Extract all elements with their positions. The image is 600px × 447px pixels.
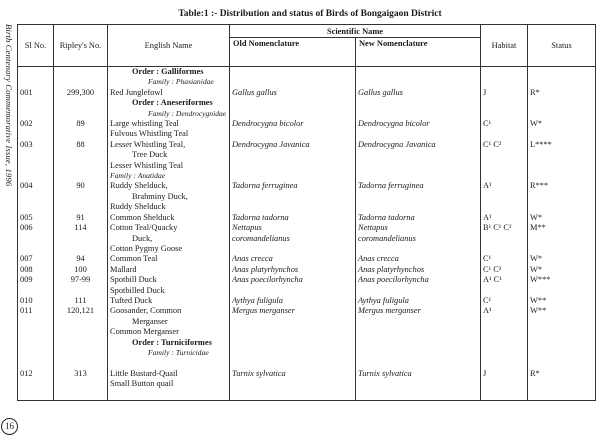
cell-new-nomenclature: [356, 77, 481, 87]
cell-ripley: [54, 77, 108, 87]
cell-habitat: A¹ C¹: [481, 275, 528, 285]
cell-english-name: Family : Anatidae: [108, 171, 230, 181]
cell-english-name: Cotton Pygmy Goose: [108, 244, 230, 254]
cell-old-nomenclature: [230, 390, 356, 401]
birds-table: [17, 24, 596, 401]
cell-ripley: 111: [54, 296, 108, 306]
table-row: [18, 244, 596, 254]
cell-english-name: Merganser: [108, 317, 230, 327]
cell-english-name: Lesser Whistling Teal,: [108, 140, 230, 150]
table-row: [18, 150, 596, 160]
side-caption: [2, 4, 14, 414]
cell-status: [528, 77, 596, 87]
cell-english-name: Goosander, Common: [108, 306, 230, 316]
cell-old-nomenclature: [230, 348, 356, 358]
cell-ripley: 299,300: [54, 88, 108, 98]
cell-new-nomenclature: [356, 192, 481, 202]
cell-sl: 006: [18, 223, 54, 233]
table-row: [18, 369, 596, 379]
cell-english-name: Fulvous Whistling Teal: [108, 129, 230, 139]
cell-ripley: [54, 192, 108, 202]
cell-english-name: Cotton Teal/Quacky: [108, 223, 230, 233]
cell-english-name: Tree Duck: [108, 150, 230, 160]
cell-ripley: 89: [54, 119, 108, 129]
cell-habitat: A¹: [481, 306, 528, 316]
page-number: 16: [1, 418, 18, 435]
cell-status: [528, 150, 596, 160]
cell-ripley: [54, 171, 108, 181]
cell-english-name: Little Bustard-Quail: [108, 369, 230, 379]
header-sl: Sl No.: [18, 25, 54, 67]
cell-english-name: [108, 358, 230, 368]
cell-new-nomenclature: [356, 171, 481, 181]
cell-sl: [18, 234, 54, 244]
cell-english-name: Red Junglefowl: [108, 88, 230, 98]
cell-sl: [18, 202, 54, 212]
cell-status: [528, 348, 596, 358]
cell-habitat: B¹ C¹ C²: [481, 223, 528, 233]
cell-habitat: [481, 192, 528, 202]
cell-ripley: 114: [54, 223, 108, 233]
cell-status: [528, 338, 596, 348]
cell-sl: [18, 390, 54, 401]
cell-old-nomenclature: coromandelianus: [230, 234, 356, 244]
cell-sl: 012: [18, 369, 54, 379]
cell-old-nomenclature: [230, 109, 356, 119]
cell-new-nomenclature: [356, 67, 481, 78]
cell-habitat: C¹ C²: [481, 265, 528, 275]
cell-new-nomenclature: [356, 129, 481, 139]
table-row: [18, 348, 596, 358]
cell-new-nomenclature: coromandelianus: [356, 234, 481, 244]
cell-habitat: [481, 327, 528, 337]
cell-status: [528, 98, 596, 108]
cell-habitat: [481, 234, 528, 244]
cell-habitat: [481, 202, 528, 212]
cell-old-nomenclature: [230, 286, 356, 296]
cell-new-nomenclature: Anas poecilorhyncha: [356, 275, 481, 285]
cell-english-name: Common Merganser: [108, 327, 230, 337]
cell-english-name: [108, 390, 230, 401]
cell-status: [528, 358, 596, 368]
cell-new-nomenclature: Anas crecca: [356, 254, 481, 264]
table-row: [18, 109, 596, 119]
cell-habitat: [481, 150, 528, 160]
cell-sl: [18, 67, 54, 78]
cell-habitat: A¹: [481, 181, 528, 191]
cell-english-name: Ruddy Shelduck,: [108, 181, 230, 191]
cell-old-nomenclature: [230, 98, 356, 108]
table-row: [18, 286, 596, 296]
cell-new-nomenclature: Dendrocygna bicolor: [356, 119, 481, 129]
cell-new-nomenclature: Tadorna ferruginea: [356, 181, 481, 191]
cell-ripley: 90: [54, 181, 108, 191]
table-row: [18, 390, 596, 401]
cell-status: W*: [528, 265, 596, 275]
cell-old-nomenclature: Anas poecilorhyncha: [230, 275, 356, 285]
table-row: [18, 88, 596, 98]
cell-habitat: C¹: [481, 254, 528, 264]
cell-new-nomenclature: Mergus merganser: [356, 306, 481, 316]
cell-english-name: Small Button quail: [108, 379, 230, 389]
header-ripley: Ripley's No.: [54, 25, 108, 67]
cell-status: [528, 192, 596, 202]
cell-old-nomenclature: Anas platyrhynchos: [230, 265, 356, 275]
cell-english-name: Mallard: [108, 265, 230, 275]
cell-old-nomenclature: Mergus merganser: [230, 306, 356, 316]
cell-ripley: [54, 129, 108, 139]
cell-sl: [18, 358, 54, 368]
cell-sl: 010: [18, 296, 54, 306]
cell-habitat: [481, 379, 528, 389]
table-row: [18, 98, 596, 108]
cell-status: [528, 317, 596, 327]
cell-ripley: [54, 327, 108, 337]
cell-status: [528, 129, 596, 139]
cell-ripley: 88: [54, 140, 108, 150]
cell-english-name: Brahminy Duck,: [108, 192, 230, 202]
cell-sl: [18, 150, 54, 160]
cell-old-nomenclature: Tadorna tadorna: [230, 213, 356, 223]
cell-habitat: [481, 77, 528, 87]
cell-ripley: [54, 244, 108, 254]
cell-new-nomenclature: [356, 327, 481, 337]
cell-old-nomenclature: Dendrocygna Javanica: [230, 140, 356, 150]
cell-sl: [18, 109, 54, 119]
cell-ripley: [54, 161, 108, 171]
table-row: [18, 379, 596, 389]
cell-sl: [18, 327, 54, 337]
table-row: [18, 306, 596, 316]
cell-old-nomenclature: [230, 192, 356, 202]
cell-sl: 005: [18, 213, 54, 223]
table-row: [18, 338, 596, 348]
cell-sl: [18, 98, 54, 108]
cell-status: [528, 234, 596, 244]
cell-english-name: Order : Aneseriformes: [108, 98, 230, 108]
cell-habitat: [481, 358, 528, 368]
cell-sl: [18, 192, 54, 202]
cell-new-nomenclature: Dendrocygna Javanica: [356, 140, 481, 150]
cell-sl: 004: [18, 181, 54, 191]
table-row: [18, 327, 596, 337]
cell-status: W**: [528, 296, 596, 306]
cell-status: [528, 109, 596, 119]
cell-new-nomenclature: [356, 244, 481, 254]
table-row: [18, 254, 596, 264]
cell-new-nomenclature: [356, 390, 481, 401]
cell-new-nomenclature: [356, 202, 481, 212]
cell-old-nomenclature: [230, 317, 356, 327]
table-row: [18, 129, 596, 139]
cell-status: [528, 390, 596, 401]
cell-status: W*: [528, 213, 596, 223]
cell-habitat: [481, 98, 528, 108]
cell-new-nomenclature: Nettapus: [356, 223, 481, 233]
table-row: [18, 213, 596, 223]
cell-status: [528, 286, 596, 296]
cell-status: [528, 379, 596, 389]
table-row: [18, 171, 596, 181]
cell-sl: 008: [18, 265, 54, 275]
cell-new-nomenclature: [356, 98, 481, 108]
table-row: [18, 161, 596, 171]
cell-habitat: C¹: [481, 119, 528, 129]
cell-english-name: Spotbill Duck: [108, 275, 230, 285]
cell-new-nomenclature: [356, 379, 481, 389]
table-row: [18, 234, 596, 244]
cell-status: [528, 161, 596, 171]
cell-sl: 011: [18, 306, 54, 316]
table-row: [18, 192, 596, 202]
cell-status: L****: [528, 140, 596, 150]
cell-ripley: [54, 109, 108, 119]
cell-ripley: [54, 358, 108, 368]
table-row: [18, 275, 596, 285]
cell-new-nomenclature: Turnix sylvatica: [356, 369, 481, 379]
cell-new-nomenclature: [356, 348, 481, 358]
table-row: [18, 119, 596, 129]
cell-english-name: Spotbilled Duck: [108, 286, 230, 296]
cell-status: R***: [528, 181, 596, 191]
cell-old-nomenclature: [230, 358, 356, 368]
cell-english-name: Large whistling Teal: [108, 119, 230, 129]
cell-old-nomenclature: Dendrocygna bicolor: [230, 119, 356, 129]
cell-old-nomenclature: Nettapus: [230, 223, 356, 233]
table-row: [18, 317, 596, 327]
cell-habitat: [481, 109, 528, 119]
cell-new-nomenclature: [356, 358, 481, 368]
cell-old-nomenclature: [230, 161, 356, 171]
cell-ripley: [54, 202, 108, 212]
cell-habitat: C¹ C²: [481, 140, 528, 150]
cell-sl: [18, 129, 54, 139]
cell-ripley: [54, 234, 108, 244]
table-row: [18, 223, 596, 233]
cell-status: [528, 244, 596, 254]
cell-english-name: Tufted Duck: [108, 296, 230, 306]
cell-habitat: [481, 171, 528, 181]
cell-old-nomenclature: [230, 67, 356, 78]
cell-habitat: [481, 129, 528, 139]
cell-old-nomenclature: Tadorna ferruginea: [230, 181, 356, 191]
cell-ripley: [54, 317, 108, 327]
cell-ripley: 97-99: [54, 275, 108, 285]
cell-sl: 003: [18, 140, 54, 150]
cell-status: [528, 171, 596, 181]
cell-old-nomenclature: Aythya fuligula: [230, 296, 356, 306]
table-row: [18, 296, 596, 306]
cell-sl: [18, 244, 54, 254]
cell-old-nomenclature: [230, 338, 356, 348]
cell-status: W**: [528, 306, 596, 316]
cell-english-name: Order : Galliformes: [108, 67, 230, 78]
cell-habitat: J: [481, 88, 528, 98]
cell-habitat: [481, 244, 528, 254]
cell-ripley: [54, 390, 108, 401]
header-old-nomenclature: Old Nomenclature: [230, 38, 356, 67]
cell-habitat: C¹: [481, 296, 528, 306]
cell-new-nomenclature: Aythya fuligula: [356, 296, 481, 306]
cell-ripley: [54, 150, 108, 160]
cell-sl: [18, 348, 54, 358]
cell-status: R*: [528, 88, 596, 98]
cell-ripley: 94: [54, 254, 108, 264]
cell-ripley: 91: [54, 213, 108, 223]
cell-sl: [18, 379, 54, 389]
cell-english-name: Ruddy Shelduck: [108, 202, 230, 212]
cell-status: [528, 202, 596, 212]
cell-habitat: J: [481, 369, 528, 379]
cell-status: R*: [528, 369, 596, 379]
cell-new-nomenclature: [356, 150, 481, 160]
cell-sl: 001: [18, 88, 54, 98]
cell-habitat: [481, 390, 528, 401]
cell-status: [528, 67, 596, 78]
cell-old-nomenclature: [230, 202, 356, 212]
cell-old-nomenclature: [230, 150, 356, 160]
cell-habitat: A¹: [481, 213, 528, 223]
cell-new-nomenclature: Tadorna tadorna: [356, 213, 481, 223]
cell-english-name: Common Teal: [108, 254, 230, 264]
cell-new-nomenclature: Gallus gallus: [356, 88, 481, 98]
cell-sl: 009: [18, 275, 54, 285]
cell-old-nomenclature: Turnix sylvatica: [230, 369, 356, 379]
cell-habitat: [481, 67, 528, 78]
cell-ripley: 120,121: [54, 306, 108, 316]
cell-new-nomenclature: [356, 317, 481, 327]
cell-sl: [18, 317, 54, 327]
cell-ripley: [54, 67, 108, 78]
cell-habitat: [481, 348, 528, 358]
cell-ripley: [54, 348, 108, 358]
cell-status: M**: [528, 223, 596, 233]
cell-ripley: [54, 379, 108, 389]
cell-sl: [18, 161, 54, 171]
cell-habitat: [481, 338, 528, 348]
cell-english-name: Family : Phasianidae: [108, 77, 230, 87]
cell-old-nomenclature: Gallus gallus: [230, 88, 356, 98]
table-row: [18, 77, 596, 87]
header-habitat: Habitat: [481, 25, 528, 67]
cell-new-nomenclature: [356, 109, 481, 119]
cell-status: W*: [528, 119, 596, 129]
cell-sl: [18, 171, 54, 181]
cell-sl: 002: [18, 119, 54, 129]
table-row: [18, 202, 596, 212]
table-row: [18, 265, 596, 275]
cell-sl: 007: [18, 254, 54, 264]
cell-status: [528, 327, 596, 337]
cell-status: W*: [528, 254, 596, 264]
cell-english-name: Lesser Whistling Teal: [108, 161, 230, 171]
table-row: [18, 140, 596, 150]
header-scientific: Scientific Name: [230, 25, 481, 38]
cell-sl: [18, 338, 54, 348]
cell-new-nomenclature: [356, 161, 481, 171]
table-row: [18, 67, 596, 78]
cell-new-nomenclature: [356, 338, 481, 348]
header-new-nomenclature: New Nomenclature: [356, 38, 481, 67]
cell-new-nomenclature: [356, 286, 481, 296]
table-row: [18, 181, 596, 191]
cell-habitat: [481, 161, 528, 171]
cell-ripley: [54, 338, 108, 348]
cell-old-nomenclature: Anas crecca: [230, 254, 356, 264]
cell-old-nomenclature: [230, 327, 356, 337]
cell-ripley: [54, 98, 108, 108]
header-status: Status: [528, 25, 596, 67]
cell-old-nomenclature: [230, 379, 356, 389]
cell-english-name: Common Shelduck: [108, 213, 230, 223]
header-english: English Name: [108, 25, 230, 67]
cell-sl: [18, 77, 54, 87]
table-body: [18, 67, 596, 401]
cell-habitat: [481, 286, 528, 296]
cell-habitat: [481, 317, 528, 327]
cell-ripley: 100: [54, 265, 108, 275]
cell-sl: [18, 286, 54, 296]
cell-english-name: Family : Dendrocygnidae: [108, 109, 230, 119]
cell-ripley: 313: [54, 369, 108, 379]
cell-old-nomenclature: [230, 77, 356, 87]
cell-new-nomenclature: Anas platyrhynchos: [356, 265, 481, 275]
cell-english-name: Duck,: [108, 234, 230, 244]
cell-ripley: [54, 286, 108, 296]
side-caption-text: Birth Centenary Commemorative Issue, 1996: [4, 24, 14, 187]
cell-english-name: Family : Turnicidae: [108, 348, 230, 358]
cell-old-nomenclature: [230, 129, 356, 139]
cell-english-name: Order : Turniciformes: [108, 338, 230, 348]
cell-old-nomenclature: [230, 171, 356, 181]
table-row: [18, 358, 596, 368]
cell-status: W***: [528, 275, 596, 285]
table-title: Table:1 :- Distribution and status of Birds of Bongaigaon District: [178, 9, 442, 19]
cell-old-nomenclature: [230, 244, 356, 254]
